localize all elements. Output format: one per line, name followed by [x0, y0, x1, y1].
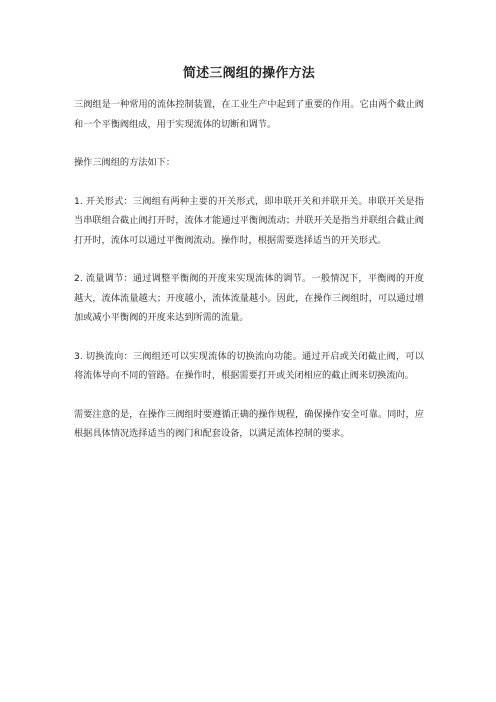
document-title: 简述三阀组的操作方法 — [182, 66, 315, 81]
paragraph-note: 需要注意的是，在操作三阀组时要遵循正确的操作规程，确保操作安全可靠。同时，应根据具体情况选择适当的阀门和配套设备，以满足流体控制的要求。 — [74, 408, 424, 439]
paragraph-method-lead: 操作三阀组的方法如下： — [74, 157, 176, 168]
paragraph-step-3: 3. 切换流向：三阀组还可以实现流体的切换流向功能。通过开启或关闭截止阀，可以将流体导向不同的管路。在操作时，根据需要打开或关闭相应的截止阀来切换流向。 — [74, 350, 424, 381]
paragraph-step-1: 1. 开关形式：三阀组有两种主要的开关形式，即串联开关和并联开关。串联开关是指当串联组合截止阀打开时，流体才能通过平衡阀流动；并联开关是指当并联组合截止阀打开时，流体可以通过平衡阀流动。操作时，根据需要选择适当的开关形式。 — [74, 195, 424, 246]
paragraph-step-2: 2. 流量调节：通过调整平衡阀的开度来实现流体的调节。一般情况下，平衡阀的开度越大，流体流量越大；开度越小，流体流量越小。因此，在操作三阀组时，可以通过增加或减小平衡阀的开度来达到所需的流量。 — [74, 273, 424, 323]
paragraph-intro: 三阀组是一种常用的流体控制装置，在工业生产中起到了重要的作用。它由两个截止阀和一个平衡阀组成，用于实现流体的切断和调节。 — [74, 99, 424, 130]
document-body — [74, 64, 424, 463]
